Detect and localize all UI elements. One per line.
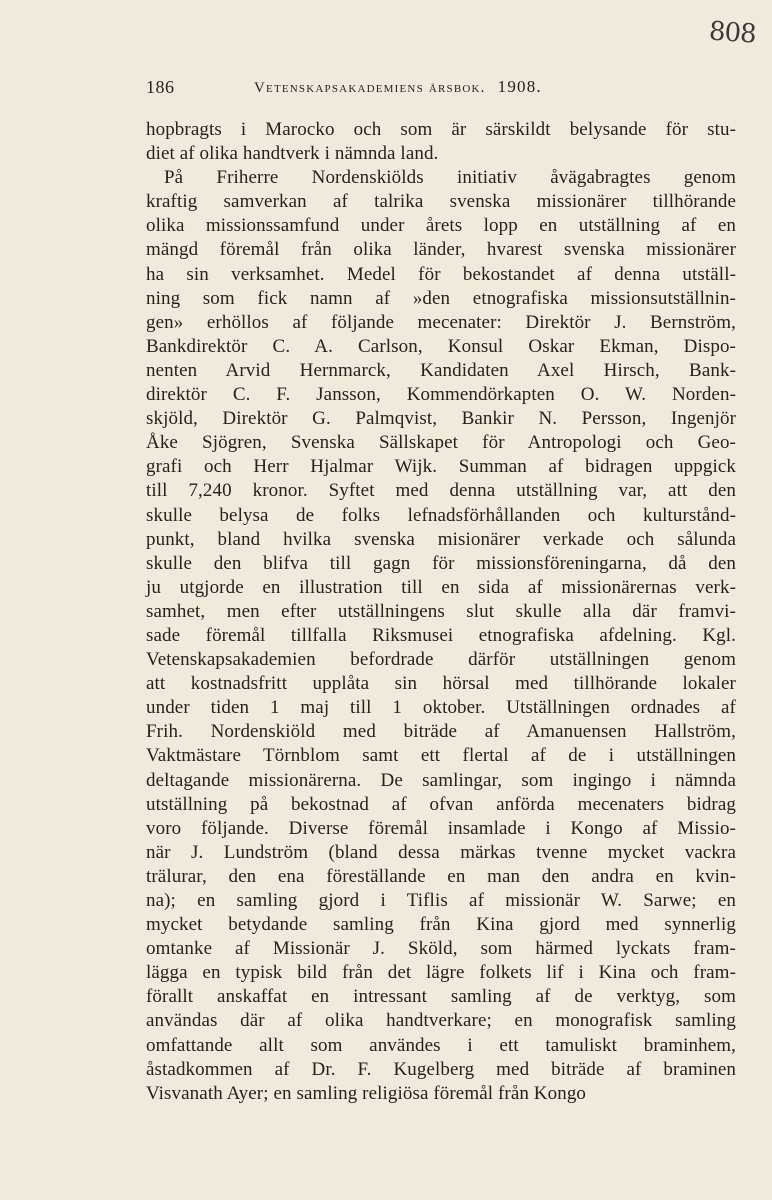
text-line: sade föremål tillfalla Riksmusei etnografiska afdelning. Kgl. [146,624,736,646]
body-text [146,118,736,1106]
text-line: trälurar, den ena föreställande en man den andra en kvin- [146,865,736,887]
text-line: direktör C. F. Jansson, Kommendörkapten O. W. Norden- [146,384,736,406]
text-line: På Friherre Nordenskiölds initiativ åvägabragtes genom [164,167,736,189]
text-line: mängd föremål från olika länder, hvarest svenska missionärer [146,239,736,261]
text-line: diet af olika handtverk i nämnda land. [146,143,439,165]
text-line: hopbragts i Marocko och som är särskildt belysande för stu- [146,119,736,140]
text-line: lägga en typisk bild från det lägre folkets lif i Kina och fram- [146,962,736,984]
text-line: Vetenskapsakademien befordrade därför utställningen genom [146,649,736,671]
handwritten-annotation: 808 [708,16,757,50]
text-line: att kostnadsfritt upplåta sin hörsal med tillhörande lokaler [146,673,736,695]
text-line: kraftig samverkan af talrika svenska missionärer tillhörande [146,191,736,213]
text-line: Visvanath Ayer; en samling religiösa föremål från Kongo [146,1082,587,1104]
text-line: till 7,240 kronor. Syftet med denna utställning var, att den [146,480,736,502]
text-line: Vaktmästare Törnblom samt ett flertal af de i utställningen [146,745,736,767]
text-line: mycket betydande samling från Kina gjord med synnerlig [146,914,736,936]
page-number: 186 [146,77,175,97]
text-line: deltagande missionärerna. De samlingar, som ingingo i nämnda [146,769,736,791]
text-line: Bankdirektör C. A. Carlson, Konsul Oskar Ekman, Dispo- [146,335,736,357]
running-title-text: Vetenskapsakademiens årsbok. [254,80,486,96]
text-line: Frih. Nordenskiöld med biträde af Amanuensen Hallström, [146,721,736,743]
running-title-year: 1908. [497,77,542,96]
text-line: omfattande allt som användes i ett tamuliskt braminhem, [146,1034,736,1056]
text-line: åstadkommen af Dr. F. Kugelberg med biträde af braminen [146,1058,736,1080]
text-line: skulle den blifva till gagn för missionsföreningarna, då den [146,552,736,574]
text-line: punkt, bland hvilka svenska misionärer verkade och sålunda [146,528,736,550]
text-line: under tiden 1 maj till 1 oktober. Utställningen ordnades af [146,697,736,719]
text-line: när J. Lundström (bland dessa märkas tvenne mycket vackra [146,841,736,863]
text-line: voro följande. Diverse föremål insamlade i Kongo af Missio- [146,817,736,839]
text-line: nenten Arvid Hernmarck, Kandidaten Axel Hirsch, Bank- [146,359,736,381]
text-line: na); en samling gjord i Tiflis af missionär W. Sarwe; en [146,890,736,911]
text-line: användas där af olika handtverkare; en monografisk samling [146,1010,736,1032]
text-line: ha sin verksamhet. Medel för bekostandet af denna utställ- [146,263,736,285]
text-line: omtanke af Missionär J. Sköld, som härmed lyckats fram- [146,938,736,960]
text-line: skulle belysa de folks lefnadsförhållanden och kulturstånd- [146,504,736,526]
text-line: olika missionssamfund under årets lopp en utställning af en [146,215,736,237]
text-line: skjöld, Direktör G. Palmqvist, Bankir N. Persson, Ingenjör [146,408,736,430]
text-line: gen» erhöllos af följande mecenater: Direktör J. Bernström, [146,311,736,333]
text-line: samhet, men efter utställningens slut skulle alla där framvi- [146,600,736,622]
text-line: utställning på bekostnad af ofvan anförda mecenaters bidrag [146,793,736,815]
text-line: Åke Sjögren, Svenska Sällskapet för Antropologi och Geo- [146,432,736,454]
text-line: ju utgjorde en illustration till en sida af missionärernas verk- [146,576,736,598]
text-line: grafi och Herr Hjalmar Wijk. Summan af bidragen uppgick [146,456,736,478]
text-line: ning som fick namn af »den etnografiska missionsutställnin- [146,287,736,309]
text-line: förallt anskaffat en intressant samling af de verktyg, som [146,986,736,1008]
running-title [254,77,542,97]
